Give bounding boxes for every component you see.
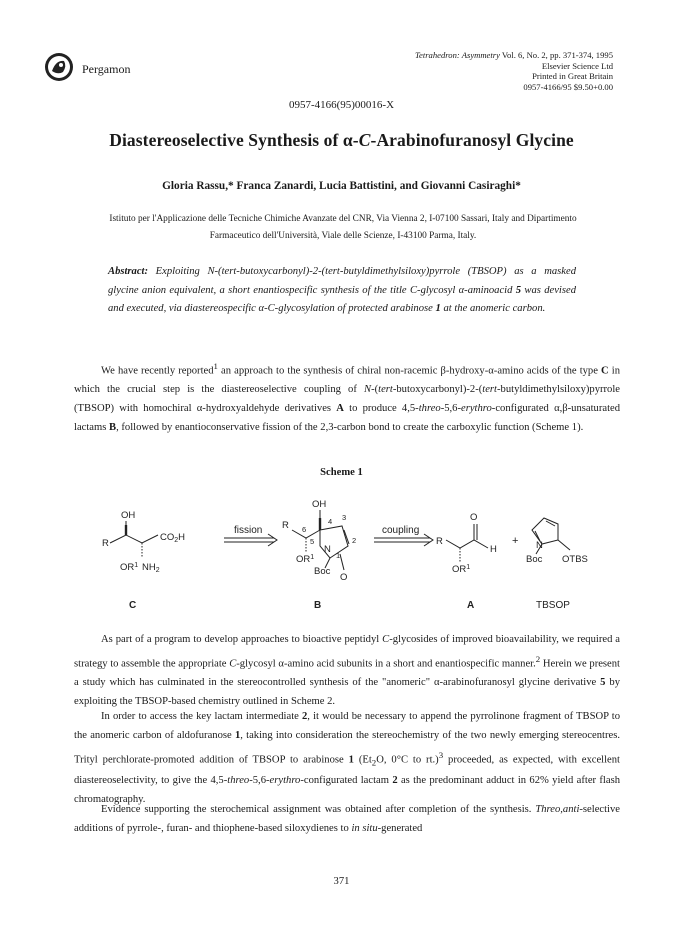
scheme-b-num4: 4 xyxy=(328,517,333,526)
scheme-b-boc-label: Boc xyxy=(314,566,331,577)
scheme-arrow-coupling-label: coupling xyxy=(382,525,420,536)
scheme-c-oh-label: OH xyxy=(121,510,136,521)
scheme-label-tbsop: TBSOP xyxy=(536,600,570,611)
scheme-title: Scheme 1 xyxy=(320,467,363,478)
paragraph-2 xyxy=(74,631,620,712)
publisher-name: Pergamon xyxy=(82,62,131,76)
scheme-tbsop-otbs-label: OTBS xyxy=(562,554,588,565)
scheme-b-num6: 6 xyxy=(302,525,307,534)
scheme-b-num1: 1 xyxy=(336,551,341,560)
page-number: 371 xyxy=(333,876,350,887)
paragraph-1 xyxy=(74,357,620,438)
price-line: 0957-4166/95 $9.50+0.00 xyxy=(523,81,613,92)
scheme-b-n-label: N xyxy=(324,544,331,555)
scheme-1-figure xyxy=(74,488,620,618)
scheme-a-o-label: O xyxy=(470,512,478,523)
paragraph-1-text: We have recently reported$^1$ an approach to the synthesis of chiral non-racemic β-hydroxy-α-amino acids of the type C in which the crucial step is the diastereoselective coupling of N-(tert-butoxycarbonyl)-2-(tert-butyldimethylsiloxy)pyrrole (TBSOP) with homochiral α-hydroxyaldehyde derivatives A to produce 4,5-threo-5,6-erythro-configurated α,β-unsaturated lactams B, followed by enantioconservative fission of the 2,3-carbon bond to create the carboxylic function (Scheme 1). xyxy=(74,361,621,433)
scheme-a-r-label: R xyxy=(436,536,443,547)
scheme-tbsop-n-label: N xyxy=(536,540,543,551)
article-code: 0957-4166(95)00016-X xyxy=(288,99,395,111)
scheme-b-oh-label: OH xyxy=(312,499,327,510)
paragraph-2-text: As part of a program to develop approaches to bioactive peptidyl C-glycosides of improved bioavailability, we required a strategy to assemble the appropriate C-glycosyl α-amino acid subunits in a short and enantiospecific manner.$^2$ Herein we present a study which has culminated in the stereocontrolled synthesis of the "anomeric" α-arabinofuranosyl glycine derivative 5 by exploiting the TBSOP-based chemistry outlined in Scheme 2. xyxy=(74,634,620,707)
scheme-label-a: A xyxy=(467,600,475,611)
scheme-c-nh2-label: $NH_2$ xyxy=(142,562,160,574)
scheme-a-or1-label: $OR^1$ xyxy=(452,564,471,575)
scheme-c-co2h-label: $CO_2H$ xyxy=(160,532,186,544)
journal-name: Tetrahedron: Asymmetry xyxy=(415,50,500,60)
printed-line: Printed in Great Britain xyxy=(532,71,613,82)
publisher-logo xyxy=(44,52,74,82)
journal-volume: Vol. 6, No. 2, pp. 371-374, 1995 xyxy=(499,50,613,60)
article-title: Diastereoselective Synthesis of α-C-Arabinofuranosyl Glycine xyxy=(109,130,574,150)
paragraph-4 xyxy=(74,801,620,839)
scheme-c-r-label: R xyxy=(102,538,109,549)
scheme-arrow-fission-label: fission xyxy=(234,525,263,536)
scheme-b-num2: 2 xyxy=(352,536,357,545)
paragraph-4-text: Evidence supporting the sterochemical assignment was obtained after completion of the synthesis. Threo,anti-selective additions of pyrrole-, furan- and thiophene-based siloxydienes to in situ-generated xyxy=(74,804,620,834)
journal-citation xyxy=(415,50,613,61)
paragraph-3 xyxy=(74,708,620,810)
scheme-b-num5: 5 xyxy=(310,537,315,546)
scheme-b-or1-label: $OR^1$ xyxy=(296,554,315,565)
author-list: Gloria Rassu,* Franca Zanardi, Lucia Battistini, and Giovanni Casiraghi* xyxy=(162,180,521,192)
publisher-line: Elsevier Science Ltd xyxy=(541,60,613,71)
scheme-b-num3: 3 xyxy=(342,513,347,522)
scheme-b-r-label: R xyxy=(282,520,289,531)
scheme-plus-sign: + xyxy=(512,535,519,547)
journal-info xyxy=(415,50,613,92)
scheme-b-o-label: O xyxy=(340,572,348,583)
scheme-c-or1-label: $OR^1$ xyxy=(120,562,139,573)
scheme-tbsop-boc-label: Boc xyxy=(526,554,543,565)
scheme-label-b: B xyxy=(314,600,322,611)
scheme-label-c: C xyxy=(129,600,137,611)
affiliation: Istituto per l'Applicazione delle Tecniche Chimiche Avanzate del CNR, Via Vienna 2, I-07100 Sassari, Italy and Dipartimento Farmaceutico dell'Università, Viale delle Scienze, I-43100 Parma, Italy. xyxy=(109,214,577,241)
paragraph-3-text: In order to access the key lactam intermediate 2, it would be necessary to append the pyrrolinone fragment of TBSOP to the anomeric carbon of aldofuranose 1, taking into consideration the stereochemistry of the two newly emerging stereocentres. Trityl perchlorate-promoted addition of TBSOP to arabinose 1 ($Et_2O$, 0°C to rt.)$^3$ proceeded, as expected, with excellent diastereoselectivity, to give the 4,5-threo-5,6-erythro-configurated lactam 2 as the predominant adduct in 62% yield after flash chromatography. xyxy=(74,711,620,805)
abstract: Abstract: Exploiting N-(tert-butoxycarbonyl)-2-(tert-butyldimethylsiloxy)pyrrole (TBSOP) as a masked glycine anion equivalent, a short enantiospecific synthesis of the title C-glycosyl α-aminoacid 5 was devised and executed, via diastereospecific α-C-glycosylation of protected arabinose 1 at the anomeric carbon. xyxy=(108,266,576,314)
scheme-a-h-label: H xyxy=(490,544,497,555)
